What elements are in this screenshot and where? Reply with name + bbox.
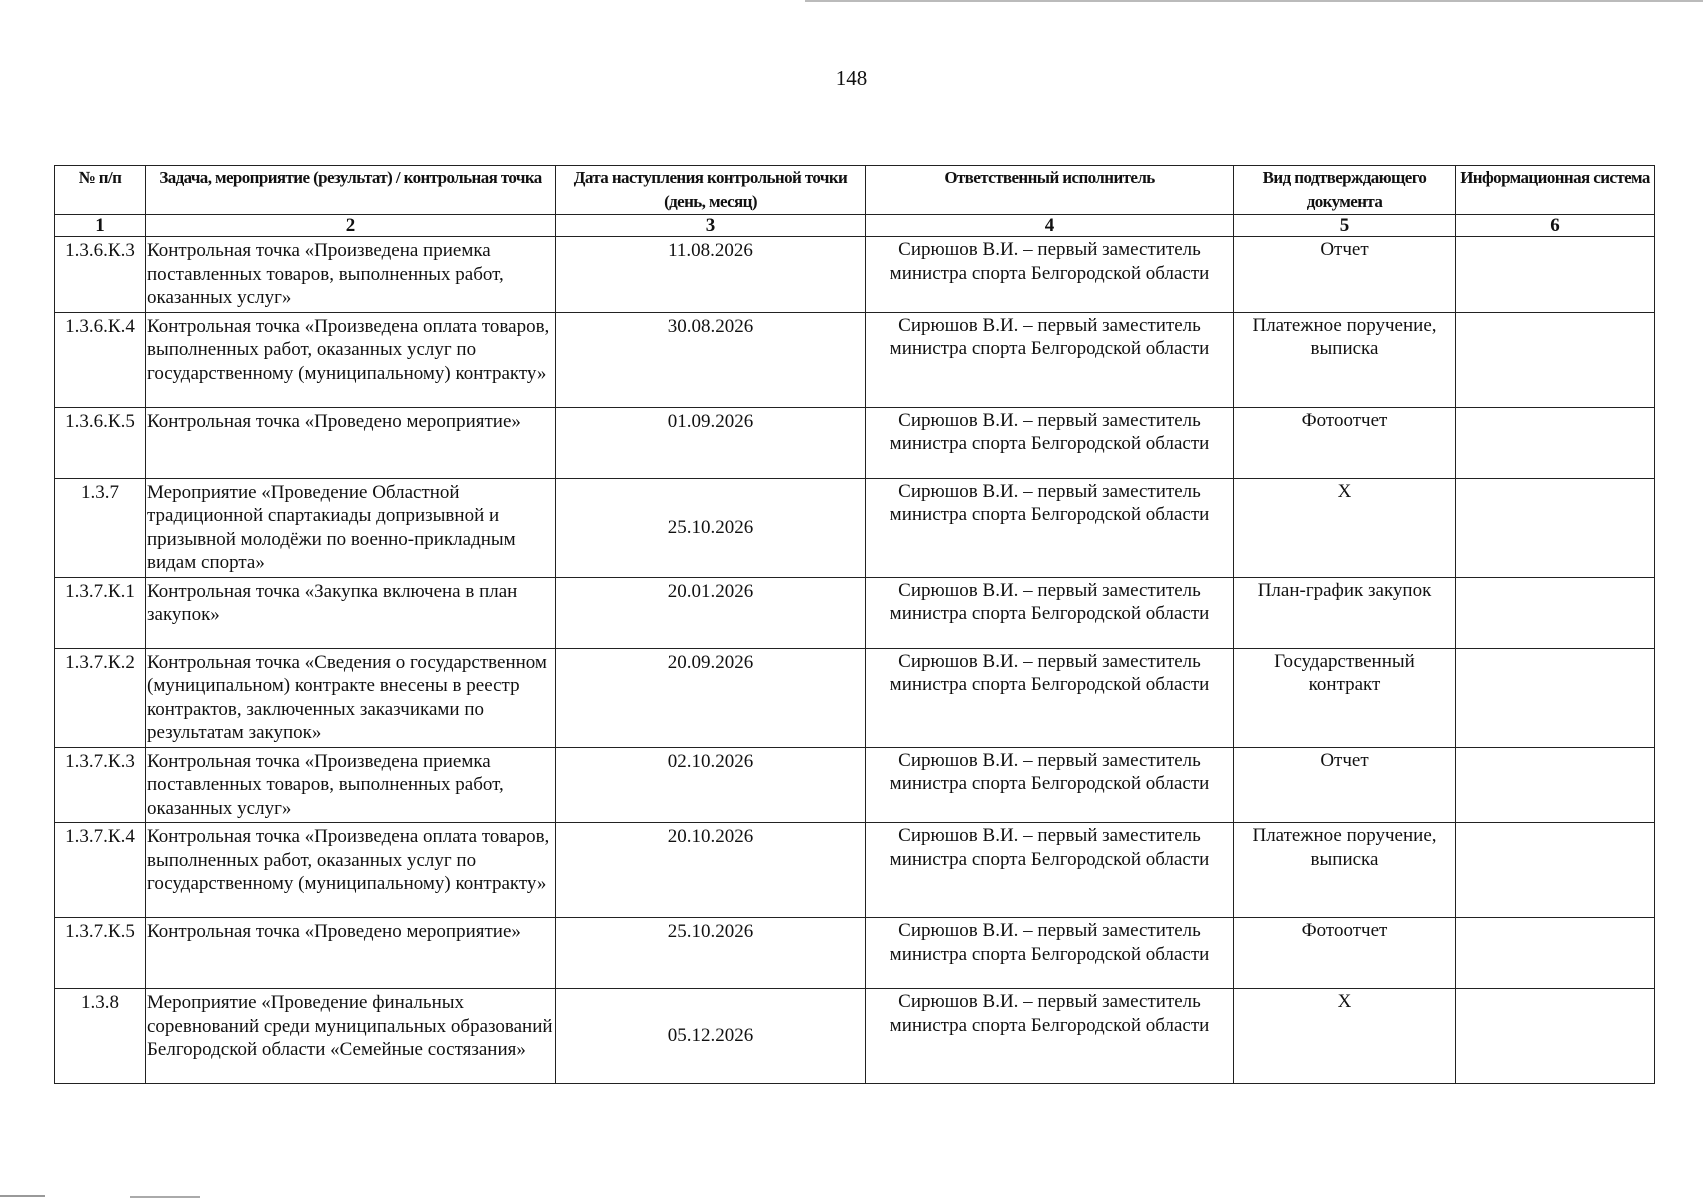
row-system xyxy=(1456,577,1655,648)
row-number: 1.3.6.К.3 xyxy=(55,237,146,313)
row-responsible: Сирюшов В.И. – первый заместитель министра спорта Белгородской области xyxy=(866,648,1234,747)
row-responsible: Сирюшов В.И. – первый заместитель министра спорта Белгородской области xyxy=(866,918,1234,989)
row-task: Контрольная точка «Закупка включена в план закупок» xyxy=(146,577,556,648)
page-number: 148 xyxy=(835,66,868,90)
row-task: Контрольная точка «Произведена оплата товаров, выполненных работ, оказанных услуг по государственному (муниципальному) контракту» xyxy=(146,312,556,407)
column-number-row xyxy=(55,215,1655,237)
row-system xyxy=(1456,823,1655,918)
row-document: Фотоотчет xyxy=(1234,407,1456,478)
table-header-row xyxy=(55,166,1655,215)
column-number: 4 xyxy=(866,215,1234,237)
column-number: 3 xyxy=(556,215,866,237)
row-responsible: Сирюшов В.И. – первый заместитель министра спорта Белгородской области xyxy=(866,823,1234,918)
row-system xyxy=(1456,478,1655,577)
table-row xyxy=(55,312,1655,407)
row-system xyxy=(1456,648,1655,747)
row-date: 20.09.2026 xyxy=(556,648,866,747)
row-responsible: Сирюшов В.И. – первый заместитель министра спорта Белгородской области xyxy=(866,312,1234,407)
row-document: Х xyxy=(1234,478,1456,577)
row-task: Мероприятие «Проведение Областной традиционной спартакиады допризывной и призывной молодёжи по военно-прикладным видам спорта» xyxy=(146,478,556,577)
table-row xyxy=(55,577,1655,648)
header-number: № п/п xyxy=(55,166,146,215)
column-number: 6 xyxy=(1456,215,1655,237)
header-system: Информационная система xyxy=(1456,166,1655,215)
row-task: Мероприятие «Проведение финальных соревнований среди муниципальных образований Белгородской области «Семейные состязания» xyxy=(146,989,556,1084)
row-system xyxy=(1456,747,1655,823)
row-document: План-график закупок xyxy=(1234,577,1456,648)
row-task: Контрольная точка «Произведена приемка поставленных товаров, выполненных работ, оказанных услуг» xyxy=(146,747,556,823)
column-number: 2 xyxy=(146,215,556,237)
row-document: Платежное поручение, выписка xyxy=(1234,312,1456,407)
row-document: Государственный контракт xyxy=(1234,648,1456,747)
table-row xyxy=(55,648,1655,747)
table-row xyxy=(55,407,1655,478)
table-row xyxy=(55,918,1655,989)
row-document: Фотоотчет xyxy=(1234,918,1456,989)
row-number: 1.3.7.К.4 xyxy=(55,823,146,918)
column-number: 1 xyxy=(55,215,146,237)
header-task: Задача, мероприятие (результат) / контрольная точка xyxy=(146,166,556,215)
row-document: Х xyxy=(1234,989,1456,1084)
row-date: 05.12.2026 xyxy=(556,989,866,1084)
row-responsible: Сирюшов В.И. – первый заместитель министра спорта Белгородской области xyxy=(866,237,1234,313)
row-number: 1.3.7 xyxy=(55,478,146,577)
control-points-table-container xyxy=(54,165,1655,1084)
row-date: 01.09.2026 xyxy=(556,407,866,478)
table-row xyxy=(55,989,1655,1084)
table-row xyxy=(55,747,1655,823)
control-points-table xyxy=(54,165,1655,1084)
row-task: Контрольная точка «Произведена приемка поставленных товаров, выполненных работ, оказанных услуг» xyxy=(146,237,556,313)
row-responsible: Сирюшов В.И. – первый заместитель министра спорта Белгородской области xyxy=(866,407,1234,478)
column-number: 5 xyxy=(1234,215,1456,237)
row-system xyxy=(1456,989,1655,1084)
row-system xyxy=(1456,237,1655,313)
row-task: Контрольная точка «Проведено мероприятие» xyxy=(146,407,556,478)
row-system xyxy=(1456,918,1655,989)
row-number: 1.3.7.К.5 xyxy=(55,918,146,989)
table-row xyxy=(55,478,1655,577)
row-system xyxy=(1456,407,1655,478)
row-number: 1.3.6.К.4 xyxy=(55,312,146,407)
row-task: Контрольная точка «Сведения о государственном (муниципальном) контракте внесены в реестр контрактов, заключенных заказчиками по результатам закупок» xyxy=(146,648,556,747)
row-date: 02.10.2026 xyxy=(556,747,866,823)
row-number: 1.3.7.К.2 xyxy=(55,648,146,747)
row-document: Отчет xyxy=(1234,747,1456,823)
row-date: 11.08.2026 xyxy=(556,237,866,313)
row-number: 1.3.6.К.5 xyxy=(55,407,146,478)
row-date: 25.10.2026 xyxy=(556,918,866,989)
row-number: 1.3.7.К.1 xyxy=(55,577,146,648)
scan-edge-line xyxy=(805,0,1703,2)
scan-edge-mark xyxy=(130,1196,200,1198)
header-date: Дата наступления контрольной точки (день, месяц) xyxy=(556,166,866,215)
table-row xyxy=(55,237,1655,313)
row-responsible: Сирюшов В.И. – первый заместитель министра спорта Белгородской области xyxy=(866,747,1234,823)
row-responsible: Сирюшов В.И. – первый заместитель министра спорта Белгородской области xyxy=(866,478,1234,577)
row-task: Контрольная точка «Проведено мероприятие» xyxy=(146,918,556,989)
row-date: 20.10.2026 xyxy=(556,823,866,918)
row-responsible: Сирюшов В.И. – первый заместитель министра спорта Белгородской области xyxy=(866,577,1234,648)
row-date: 20.01.2026 xyxy=(556,577,866,648)
scan-edge-mark xyxy=(0,1195,45,1197)
row-document: Отчет xyxy=(1234,237,1456,313)
row-number: 1.3.7.К.3 xyxy=(55,747,146,823)
row-date: 30.08.2026 xyxy=(556,312,866,407)
table-row xyxy=(55,823,1655,918)
row-task: Контрольная точка «Произведена оплата товаров, выполненных работ, оказанных услуг по государственному (муниципальному) контракту» xyxy=(146,823,556,918)
header-document: Вид подтверждающего документа xyxy=(1234,166,1456,215)
header-responsible: Ответственный исполнитель xyxy=(866,166,1234,215)
row-system xyxy=(1456,312,1655,407)
row-responsible: Сирюшов В.И. – первый заместитель министра спорта Белгородской области xyxy=(866,989,1234,1084)
row-date: 25.10.2026 xyxy=(556,478,866,577)
row-number: 1.3.8 xyxy=(55,989,146,1084)
row-document: Платежное поручение, выписка xyxy=(1234,823,1456,918)
